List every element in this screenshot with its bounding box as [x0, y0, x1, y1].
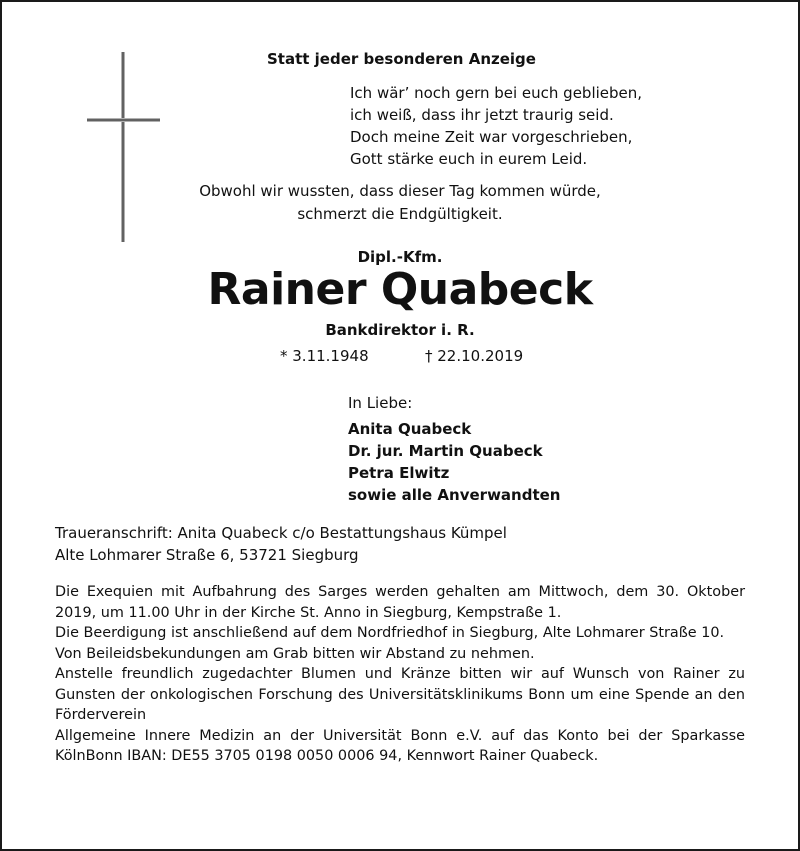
poem [350, 82, 642, 170]
poem-line: Gott stärke euch in eurem Leid. [350, 150, 588, 168]
address-line: Alte Lohmarer Straße 6, 53721 Siegburg [55, 546, 359, 564]
paragraph-condolences: Von Beileidsbekundungen am Grab bitten wir Abstand zu nehmen. [55, 645, 535, 662]
mourner-name: sowie alle Anverwandten [348, 486, 561, 504]
mourners-list [348, 418, 560, 506]
paragraph-account: Allgemeine Innere Medizin an der Universität Bonn e.V. auf das Konto bei der Sparkasse KölnBonn IBAN: DE55 3705 0198 0050 0006 94, Kennwort Rainer Quabeck. [55, 727, 745, 764]
paragraph-burial: Die Beerdigung ist anschließend auf dem Nordfriedhof in Siegburg, Alte Lohmarer Straße 10. [55, 625, 725, 641]
poem-line: ich weiß, dass ihr jetzt traurig seid. [350, 106, 614, 124]
mourning-address [55, 522, 507, 566]
deceased-profession: Bankdirektor i. R. [325, 321, 475, 339]
quote-line: Obwohl wir wussten, dass dieser Tag kommen würde, [199, 182, 601, 200]
service-details [55, 582, 745, 767]
academic-title: Dipl.-Kfm. [357, 248, 443, 266]
quote-line: schmerzt die Endgültigkeit. [297, 205, 503, 223]
poem-line: Ich wär’ noch gern bei euch geblieben, [350, 84, 643, 102]
address-line: Traueranschrift: Anita Quabeck c/o Bestattungshaus Kümpel [55, 524, 507, 542]
birth-date: * 3.11.1948 [280, 347, 369, 365]
cross-horizontal-bar [87, 118, 160, 122]
mourner-name: Petra Elwitz [348, 464, 450, 482]
paragraph-exequien: Die Exequien mit Aufbahrung des Sarges werden gehalten am Mittwoch, dem 30. Oktober 2019, um 11.00 Uhr in der Kirche St. Anno in Siegburg, Kempstraße 1. [55, 584, 745, 621]
notice-heading: Statt jeder besonderen Anzeige [267, 50, 536, 68]
mourner-name: Dr. jur. Martin Quabeck [348, 442, 543, 460]
mourner-name: Anita Quabeck [348, 420, 472, 438]
paragraph-donation: Anstelle freundlich zugedachter Blumen und Kränze bitten wir auf Wunsch von Rainer zu Gunsten der onkologischen Forschung des Universitätsklinikums Bonn um eine Spende an den Förderverein [55, 666, 745, 723]
death-date: † 22.10.2019 [425, 347, 524, 365]
mourners-intro: In Liebe: [348, 394, 413, 412]
quote [0, 180, 800, 226]
deceased-name: Rainer Quabeck [207, 264, 593, 315]
poem-line: Doch meine Zeit war vorgeschrieben, [350, 128, 633, 146]
